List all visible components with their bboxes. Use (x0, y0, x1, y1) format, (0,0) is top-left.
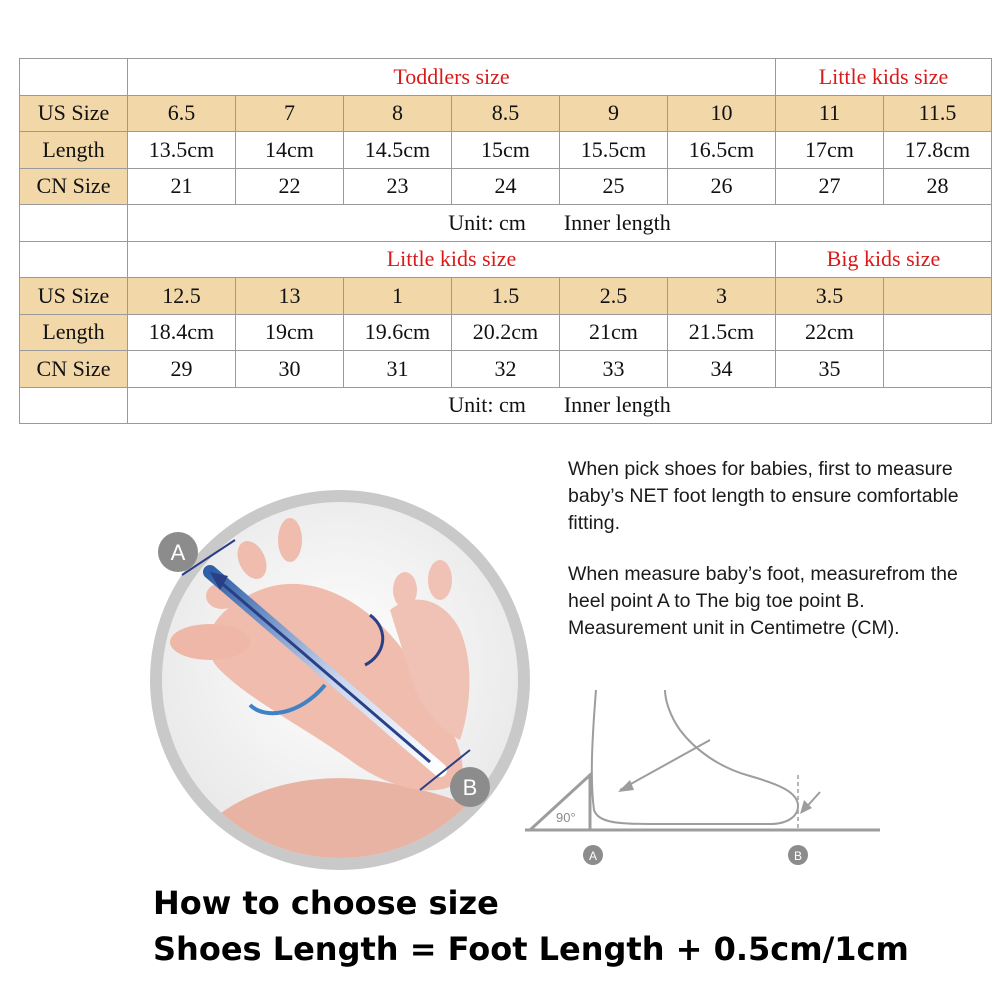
length-cell: 19cm (236, 314, 344, 351)
length-cell: 16.5cm (668, 132, 776, 169)
length-cell: 18.4cm (128, 314, 236, 351)
us-size-cell (884, 278, 992, 315)
unit-label: Unit: cm (448, 209, 526, 235)
us-size-cell: 6.5 (128, 95, 236, 132)
table1-length-row (20, 132, 992, 169)
length-cell: 17cm (776, 132, 884, 169)
blank-cell (20, 387, 128, 424)
row-label-length: Length (20, 314, 128, 351)
group-label-toddlers: Toddlers size (128, 59, 776, 96)
cn-size-cell: 22 (236, 168, 344, 205)
instruction-paragraph: When measure baby’s foot, measurefrom the heel point A to The big toe point B. Measurement unit in Centimetre (CM). (568, 563, 958, 639)
cn-size-cell: 26 (668, 168, 776, 205)
length-cell: 15cm (452, 132, 560, 169)
us-size-cell: 11.5 (884, 95, 992, 132)
size-formula: Shoes Length = Foot Length + 0.5cm/1cm (153, 930, 909, 968)
inner-length-label: Inner length (563, 392, 671, 418)
foot-outline (592, 690, 798, 824)
point-b-label: B (793, 849, 803, 863)
table2-us-size-row (20, 278, 992, 315)
table1-unit-row (20, 205, 992, 242)
length-cell: 14cm (236, 132, 344, 169)
row-label-us-size: US Size (20, 278, 128, 315)
table1-group-row (20, 59, 992, 96)
us-size-cell: 9 (560, 95, 668, 132)
row-label-length: Length (20, 132, 128, 169)
us-size-cell: 12.5 (128, 278, 236, 315)
angle-label: 90° (556, 810, 576, 825)
cn-size-cell: 32 (452, 351, 560, 388)
instruction-paragraph: When pick shoes for babies, first to measure baby’s NET foot length to ensure comfortable fitting. (568, 458, 959, 534)
group-label-big-kids: Big kids size (776, 241, 992, 278)
us-size-cell: 3.5 (776, 278, 884, 315)
us-size-cell: 7 (236, 95, 344, 132)
length-cell: 21.5cm (668, 314, 776, 351)
cn-size-cell: 27 (776, 168, 884, 205)
cn-size-cell: 25 (560, 168, 668, 205)
length-cell: 21cm (560, 314, 668, 351)
us-size-cell: 11 (776, 95, 884, 132)
measuring-instructions (568, 456, 968, 666)
length-cell: 13.5cm (128, 132, 236, 169)
inner-length-label: Inner length (563, 209, 671, 235)
how-to-choose-block (153, 880, 993, 972)
us-size-cell: 10 (668, 95, 776, 132)
length-cell: 17.8cm (884, 132, 992, 169)
cn-size-cell: 23 (344, 168, 452, 205)
us-size-cell: 8 (344, 95, 452, 132)
length-cell: 15.5cm (560, 132, 668, 169)
arrow-head-icon (618, 780, 634, 792)
size-chart-table (19, 58, 992, 424)
pointer-arrow-a (620, 740, 710, 790)
row-label-cn-size: CN Size (20, 168, 128, 205)
table2-cn-size-row (20, 351, 992, 388)
unit-label: Unit: cm (448, 392, 526, 418)
how-to-title: How to choose size (153, 884, 499, 922)
blank-cell (20, 241, 128, 278)
foot-measure-illustration (140, 480, 540, 870)
foot-side-diagram (520, 680, 890, 880)
us-size-cell: 1.5 (452, 278, 560, 315)
group-label-little-kids: Little kids size (776, 59, 992, 96)
unit-note (128, 205, 992, 242)
cn-size-cell: 21 (128, 168, 236, 205)
table2-group-row (20, 241, 992, 278)
group-label-little-kids: Little kids size (128, 241, 776, 278)
unit-note (128, 387, 992, 424)
row-label-us-size: US Size (20, 95, 128, 132)
us-size-cell: 3 (668, 278, 776, 315)
table2-length-row (20, 314, 992, 351)
length-cell: 14.5cm (344, 132, 452, 169)
us-size-cell: 1 (344, 278, 452, 315)
cn-size-cell: 34 (668, 351, 776, 388)
us-size-cell: 2.5 (560, 278, 668, 315)
table1-us-size-row (20, 95, 992, 132)
cn-size-cell: 29 (128, 351, 236, 388)
cn-size-cell (884, 351, 992, 388)
length-cell: 19.6cm (344, 314, 452, 351)
blank-cell (20, 59, 128, 96)
table1-cn-size-row (20, 168, 992, 205)
length-cell: 20.2cm (452, 314, 560, 351)
table2-unit-row (20, 387, 992, 424)
cn-size-cell: 35 (776, 351, 884, 388)
cn-size-cell: 28 (884, 168, 992, 205)
cn-size-cell: 24 (452, 168, 560, 205)
cn-size-cell: 30 (236, 351, 344, 388)
length-cell (884, 314, 992, 351)
blank-cell (20, 205, 128, 242)
us-size-cell: 8.5 (452, 95, 560, 132)
row-label-cn-size: CN Size (20, 351, 128, 388)
cn-size-cell: 31 (344, 351, 452, 388)
point-a-label: A (588, 849, 598, 863)
point-a-label: A (170, 540, 186, 565)
cn-size-cell: 33 (560, 351, 668, 388)
point-b-label: B (462, 775, 478, 800)
us-size-cell: 13 (236, 278, 344, 315)
length-cell: 22cm (776, 314, 884, 351)
